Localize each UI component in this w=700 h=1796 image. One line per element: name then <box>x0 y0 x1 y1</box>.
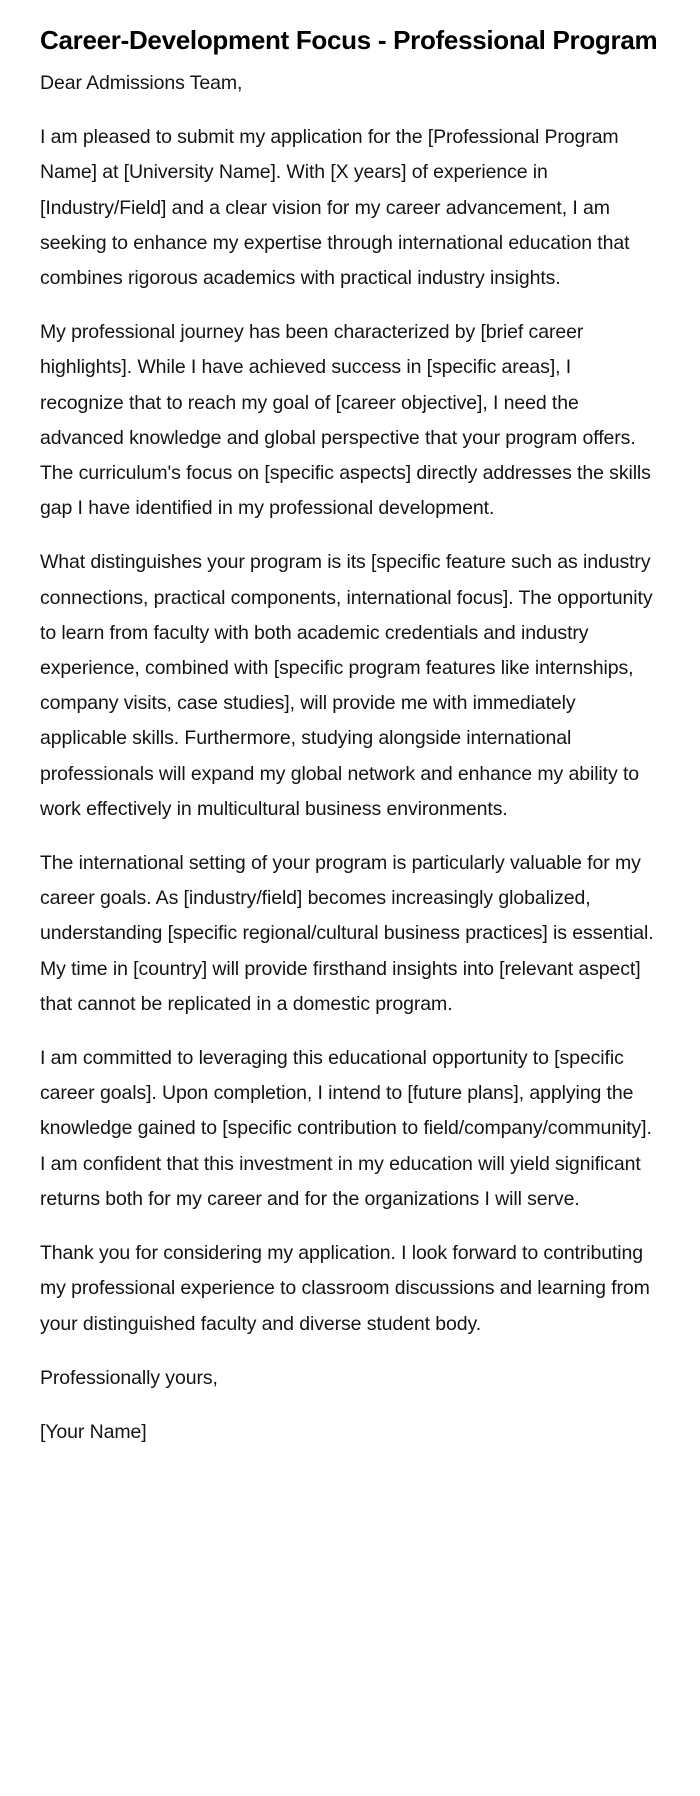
letter-document <box>40 18 660 1469</box>
paragraph-career-journey: My professional journey has been characterized by [brief career highlights]. While I have achieved success in [specific areas], I recognize that to reach my goal of [career objective], I need the advanced knowledge and global perspective that your program offers. The curriculum's focus on [specific aspects] directly addresses the skills gap I have identified in my professional development. <box>40 321 651 520</box>
closing: Professionally yours, <box>40 1366 218 1389</box>
salutation: Dear Admissions Team, <box>40 72 243 94</box>
paragraph-commitment: I am committed to leveraging this educational opportunity to [specific career goals]. Upon completion, I intend to [future plans], applying the knowledge gained to [specific contribution to field/company/community]. I am confident that this investment in my education will yield significant returns both for my career and for the organizations I will serve. <box>40 1047 652 1210</box>
document-title: Career-Development Focus - Professional Program <box>40 25 658 55</box>
paragraph-program-distinction: What distinguishes your program is its [specific feature such as industry connections, practical components, international focus]. The opportunity to learn from faculty with both academic credentials and industry experience, combined with [specific program features like internships, company visits, case studies], will provide me with immediately applicable skills. Furthermore, studying alongside international professionals will expand my global network and enhance my ability to work effectively in multicultural business environments. <box>40 551 653 820</box>
paragraph-international-setting: The international setting of your program is particularly valuable for my career goals. As [industry/field] becomes increasingly globalized, understanding [specific regional/cultural business practices] is essential. My time in [country] will provide firsthand insights into [relevant aspect] that cannot be replicated in a domestic program. <box>40 852 654 1015</box>
paragraph-introduction: I am pleased to submit my application for the [Professional Program Name] at [University Name]. With [X years] of experience in [Industry/Field] and a clear vision for my career advancement, I am seeking to enhance my expertise through international education that combines rigorous academics with practical industry insights. <box>40 126 630 290</box>
paragraph-thank-you: Thank you for considering my application. I look forward to contributing my professional experience to classroom discussions and learning from your distinguished faculty and diverse student body. <box>40 1242 650 1335</box>
signature: [Your Name] <box>40 1420 147 1443</box>
